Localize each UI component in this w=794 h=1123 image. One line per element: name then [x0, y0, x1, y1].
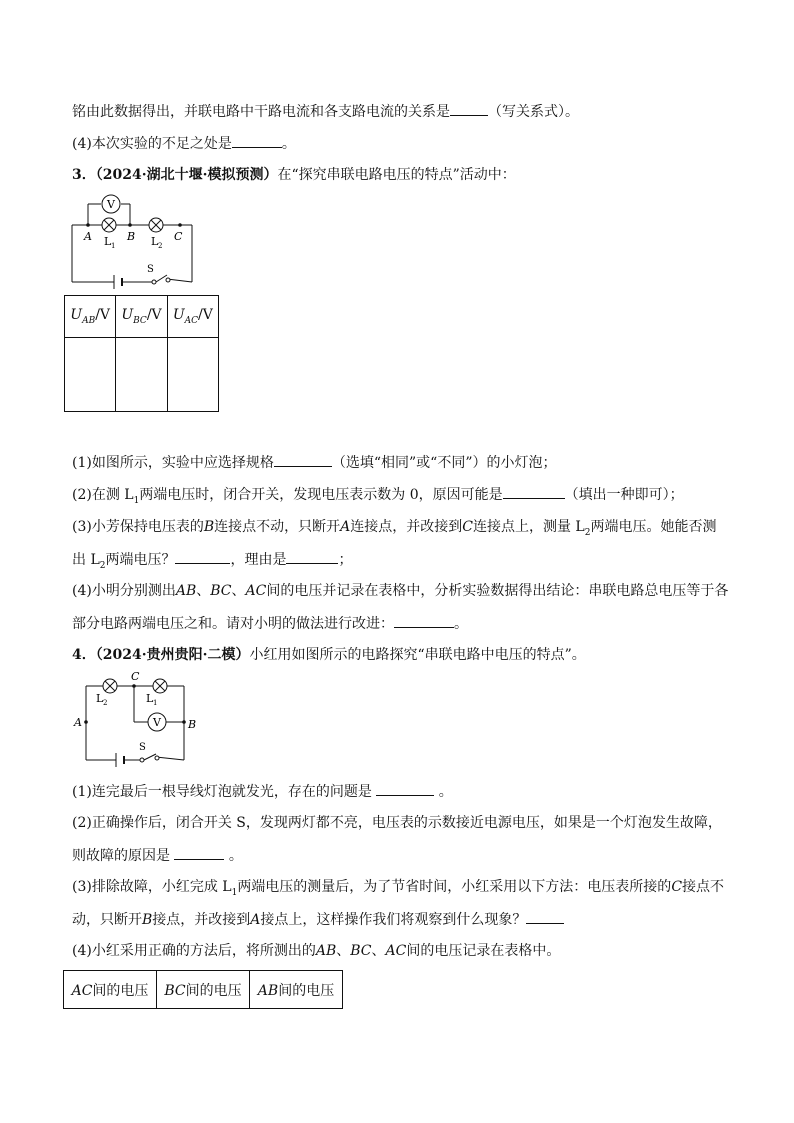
q4-item2: (2)正确操作后，闭合开关 S，发现两灯都不亮，电压表的示数接近电源电压，如果是一个灯泡发生故障， — [72, 815, 722, 831]
table-header-uac: $U_{AC}/V$ — [167, 296, 218, 338]
voltmeter-icon — [148, 713, 166, 731]
q2-item4: (4)本次实验的不足之处是 。 — [72, 133, 744, 154]
svg-text:1: 1 — [111, 242, 116, 250]
q4-item3: (3)排除故障，小红完成 $L_1$两端电压的测量后，为了节省时间，小红采用以下方法：电压表所接的C接点不 — [72, 879, 725, 898]
svg-text:L: L — [146, 692, 154, 705]
svg-text:2: 2 — [103, 699, 108, 707]
lamp-l2-icon — [149, 218, 163, 232]
table-header-uab: $U_{AB}/V$ — [65, 296, 116, 338]
q4-item2-cont: 则故障的原因是 。 — [72, 845, 744, 866]
q3-item1: (1)如图所示，实验中应选择规格 （选填“相同”或“不同”）的小灯泡； — [72, 452, 744, 473]
answer-blank[interactable] — [394, 613, 454, 628]
answer-blank[interactable] — [450, 101, 488, 116]
lamp-l1-icon — [153, 679, 167, 693]
lamp-l1-icon — [102, 218, 116, 232]
q4-data-table — [63, 970, 343, 1009]
svg-text:C: C — [174, 230, 183, 243]
voltmeter-icon — [102, 195, 120, 213]
lamp-l2-icon — [103, 679, 117, 693]
q3-item3-cont: 出 $L_2$两端电压？ ，理由是 ； — [72, 549, 744, 576]
svg-text:L: L — [104, 235, 112, 248]
svg-text:L: L — [96, 692, 104, 705]
svg-text:A: A — [84, 230, 92, 243]
table-cell[interactable] — [167, 338, 218, 412]
q4-item1: (1)连完最后一根导线灯泡就发光，存在的问题是 。 — [72, 781, 744, 802]
q3-item3: (3)小芳保持电压表的B连接点不动，只断开A连接点，并改接到C连接点上，测量 $L_2$两端电压。她能否测 — [72, 519, 717, 538]
q4-heading: 4．（2024·贵州贵阳·二模）小红用如图所示的电路探究“串联电路中电压的特点”。 — [72, 647, 586, 663]
answer-blank[interactable] — [503, 484, 565, 499]
q3-item4-cont: 部分电路两端电压之和。请对小明的做法进行改进： 。 — [72, 613, 744, 634]
svg-text:2: 2 — [158, 242, 163, 250]
answer-blank[interactable] — [232, 133, 282, 148]
q4-item3-cont: 动，只断开B接点，并改接到A接点上，这样操作我们将观察到什么现象？ — [72, 909, 744, 930]
q3-data-table — [64, 295, 219, 412]
svg-text:V: V — [107, 198, 115, 211]
table-cell[interactable] — [65, 338, 116, 412]
table-header-ab: AB间的电压 — [250, 971, 343, 1009]
svg-text:A: A — [74, 716, 82, 729]
svg-text:S: S — [139, 742, 146, 753]
answer-blank[interactable] — [174, 845, 224, 860]
svg-text:S: S — [147, 264, 154, 275]
q3-circuit-diagram — [64, 192, 204, 292]
table-header-ubc: $U_{BC}/V$ — [116, 296, 167, 338]
q4-circuit-diagram — [66, 672, 206, 772]
answer-blank[interactable] — [175, 549, 230, 564]
answer-blank[interactable] — [274, 452, 332, 467]
q2-continue-line: 铭由此数据得出，并联电路中干路电流和各支路电流的关系是 （写关系式）。 — [72, 101, 744, 122]
answer-blank[interactable] — [526, 909, 564, 924]
svg-text:1: 1 — [153, 699, 158, 707]
table-header-ac: AC间的电压 — [64, 971, 157, 1009]
svg-text:C: C — [131, 672, 140, 683]
q3-item2: (2)在测 $L_1$两端电压时，闭合开关，发现电压表示数为 0，原因可能是 （填出一种即可）； — [72, 484, 744, 511]
svg-text:L: L — [151, 235, 159, 248]
q4-item4: (4)小红采用正确的方法后，将所测出的AB、BC、AC间的电压记录在表格中。 — [72, 943, 561, 959]
q3-item4: (4)小明分别测出AB、BC、AC间的电压并记录在表格中，分析实验数据得出结论：串联电路总电压等于各 — [72, 583, 729, 599]
svg-text:V: V — [153, 716, 161, 729]
q3-heading: 3．（2024·湖北十堰·模拟预测）在“探究串联电路电压的特点”活动中： — [72, 167, 516, 183]
svg-text:B: B — [127, 230, 136, 243]
answer-blank[interactable] — [286, 549, 338, 564]
svg-text:B: B — [188, 718, 197, 731]
table-cell[interactable] — [116, 338, 167, 412]
answer-blank[interactable] — [376, 781, 434, 796]
table-header-bc: BC间的电压 — [157, 971, 250, 1009]
